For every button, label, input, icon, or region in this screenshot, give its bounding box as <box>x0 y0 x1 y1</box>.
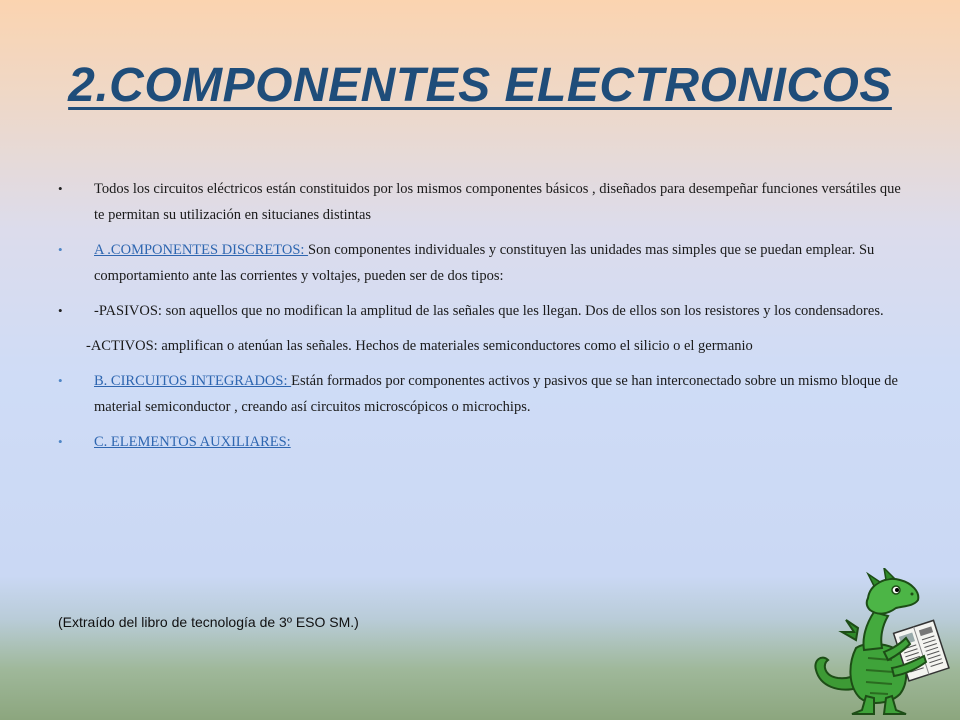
source-citation: (Extraído del libro de tecnología de 3º ESO SM.) <box>58 614 359 630</box>
link-elementos-auxiliares[interactable]: C. ELEMENTOS AUXILIARES: <box>94 434 291 450</box>
item-text: -PASIVOS: son aquellos que no modifican la amplitud de las señales que les llegan. Dos de ellos son los resistores y los condensadores. <box>94 303 884 319</box>
bullet-item-intro <box>58 176 908 228</box>
link-circuitos-integrados[interactable]: B. CIRCUITOS INTEGRADOS: <box>94 373 292 389</box>
link-componentes-discretos[interactable]: A .COMPONENTES DISCRETOS: <box>94 242 309 258</box>
bullet-icon: • <box>58 434 63 449</box>
item-text: Son componentes individuales y constituyen las unidades mas simples que se puedan emplear. Su comportamiento ante las corrientes y voltajes, pueden ser de dos tipos: <box>94 242 875 284</box>
text-activos: -ACTIVOS: amplifican o atenúan las señales. Hechos de materiales semiconductores como el silicio o el germanio <box>86 338 753 354</box>
slide-content <box>58 176 908 464</box>
item-text: Están formados por componentes activos y pasivos que se han interconectado sobre un mismo bloque de material semiconductor , creando así circuitos microscópicos o microchips. <box>94 373 898 415</box>
bullet-icon: • <box>58 303 63 318</box>
bullet-icon: • <box>58 373 63 388</box>
bullet-item-discretos <box>58 237 908 289</box>
bullet-icon: • <box>58 181 63 196</box>
dragon-reading-newspaper-icon <box>808 568 956 718</box>
bullet-item-pasivos <box>58 298 908 324</box>
item-text: Todos los circuitos eléctricos están constituidos por los mismos componentes básicos , diseñados para desempeñar funciones versátiles que te permitan su utilización en situcianes distintas <box>94 181 901 223</box>
slide-title: 2.COMPONENTES ELECTRONICOS <box>68 59 892 112</box>
bullet-icon: • <box>58 242 63 257</box>
bullet-item-integrados <box>58 368 908 420</box>
bullet-item-auxiliares <box>58 429 908 455</box>
